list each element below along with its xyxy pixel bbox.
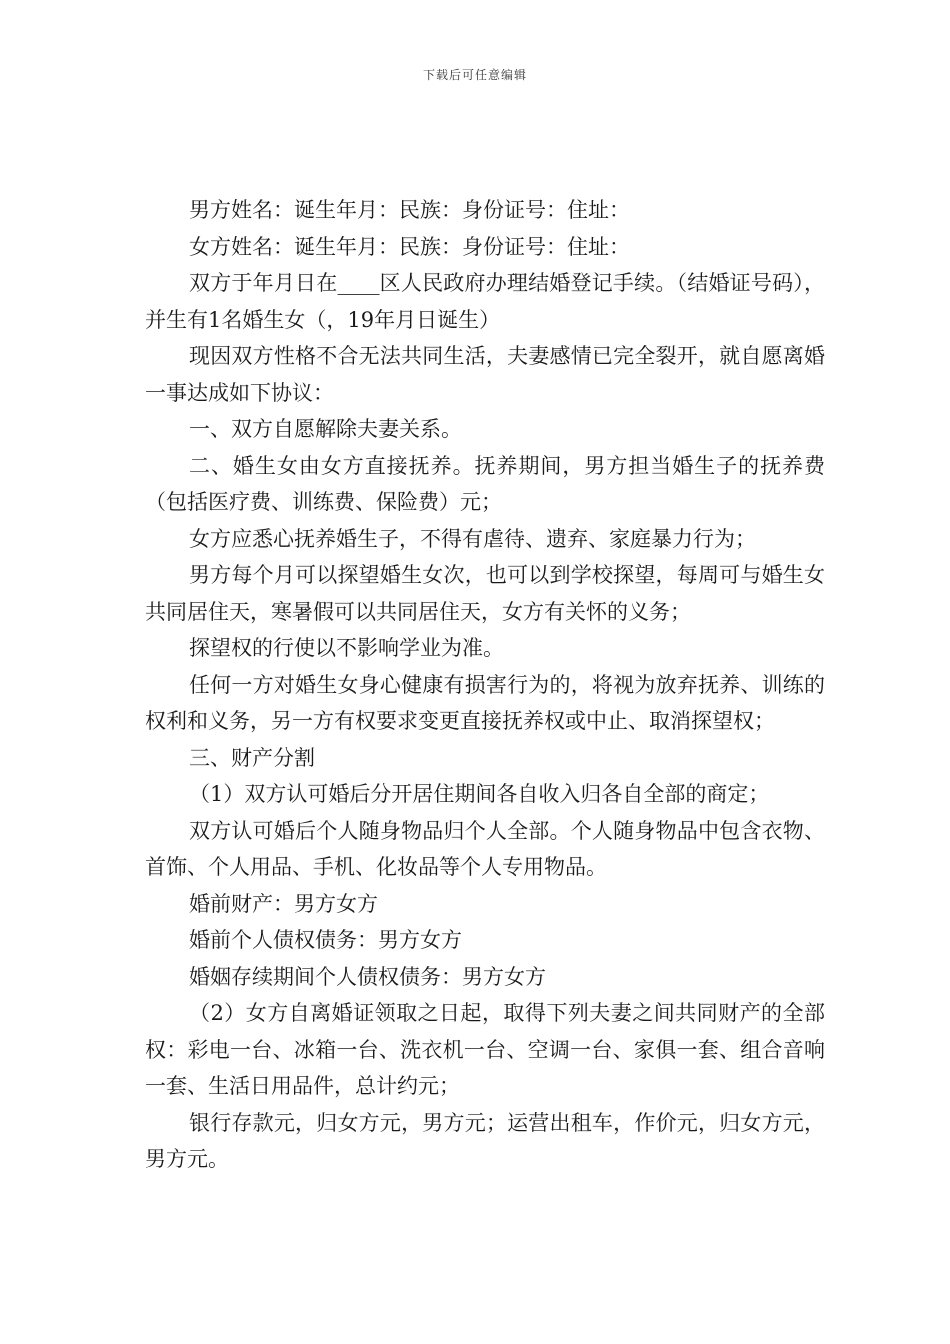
paragraph-bank-deposits: 银行存款元，归女方元，男方元；运营出租车，作价元，归女方元，男方元。 [145, 1110, 825, 1171]
paragraph-property-2: （2）女方自离婚证领取之日起，取得下列夫妻之间共同财产的全部权：彩电一台、冰箱一台、洗衣机一台、空调一台、家俱一套、组合音响一套、生活日用品件，总计约元； [145, 1001, 825, 1098]
paragraph-personal-items: 双方认可婚后个人随身物品归个人全部。个人随身物品中包含衣物、首饰、个人用品、手机、化妆品等个人专用物品。 [145, 818, 825, 879]
paragraph-visitation: 男方每个月可以探望婚生女次，也可以到学校探望，每周可与婚生女共同居住天，寒暑假可以共同居住天，女方有关怀的义务； [145, 563, 825, 624]
paragraph-marital-debts: 婚姻存续期间个人债权债务：男方女方 [189, 964, 546, 989]
paragraph-clause-2: 二、婚生女由女方直接抚养。抚养期间，男方担当婚生子的抚养费（包括医疗费、训练费、保险费）元； [145, 453, 825, 514]
paragraph-harm-clause: 任何一方对婚生女身心健康有损害行为的，将视为放弃抚养、训练的权利和义务，另一方有权要求变更直接抚养权或中止、取消探望权； [145, 672, 825, 733]
paragraph-clause-3-heading: 三、财产分割 [189, 745, 315, 770]
paragraph-marriage-registration: 双方于年月日在____区人民政府办理结婚登记手续。（结婚证号码），并生有1名婚生女（，19年月日诞生） [145, 271, 825, 332]
paragraph-female-info: 女方姓名：诞生年月：民族：身份证号：住址： [189, 234, 630, 259]
paragraph-visitation-limit: 探望权的行使以不影响学业为准。 [189, 636, 504, 660]
paragraph-property-1: （1）双方认可婚后分开居住期间各自收入归各自全部的商定； [189, 782, 770, 806]
document-body [145, 192, 825, 1178]
page-header-note: 下载后可任意编辑 [422, 68, 527, 82]
paragraph-custody-duty: 女方应悉心抚养婚生子，不得有虐待、遗弃、家庭暴力行为； [189, 526, 756, 551]
paragraph-premarital-property: 婚前财产：男方女方 [189, 891, 378, 916]
paragraph-clause-1: 一、双方自愿解除夫妻关系。 [189, 417, 462, 441]
paragraph-divorce-reason: 现因双方性格不合无法共同生活，夫妻感情已完全裂开，就自愿离婚一事达成如下协议： [145, 344, 825, 405]
paragraph-premarital-debts: 婚前个人债权债务：男方女方 [189, 928, 462, 952]
paragraph-male-info: 男方姓名：诞生年月：民族：身份证号：住址： [189, 198, 630, 222]
